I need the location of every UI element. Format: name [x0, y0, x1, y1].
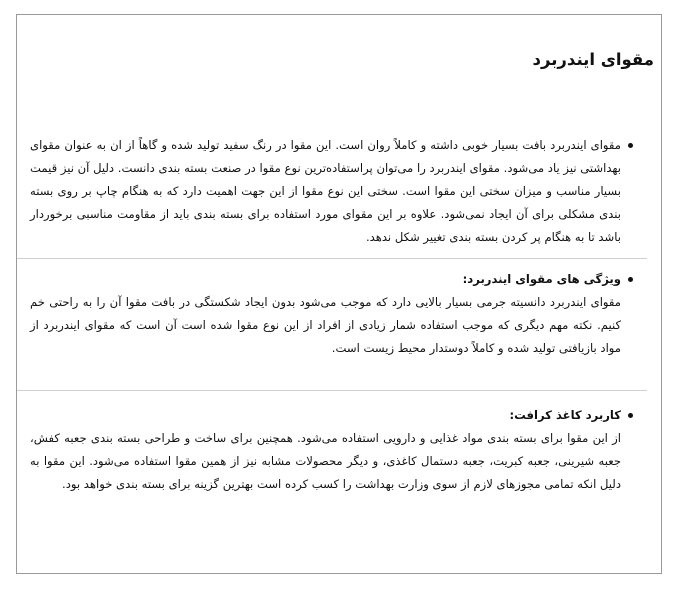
section-usage	[30, 404, 633, 496]
section-features-body: مقوای ایندربرد دانسیته جرمی بسیار بالایی دارد که موجب می‌شود بدون ایجاد شکستگی در بافت مقوا آن را به راحتی خم کنیم. نکته مهم دیگری که موجب استفاده شمار زیادی از افراد از این نوع مقوا شده است آن است که مقوای ایندربرد از مواد بازیافتی تولید شده و کاملاً دوستدار محیط زیست است.	[30, 295, 621, 355]
section-intro-body	[30, 134, 633, 249]
section-features	[30, 268, 633, 360]
section-divider	[17, 258, 647, 259]
section-intro	[30, 134, 633, 249]
section-usage-heading	[30, 404, 633, 427]
bullet-icon	[628, 277, 633, 282]
section-features-heading	[30, 268, 633, 291]
section-features-heading-text: ویژگی های مقوای ایندربرد:	[462, 272, 621, 286]
page-title: مقوای ایندربرد	[532, 50, 654, 69]
section-divider	[17, 390, 647, 391]
bullet-icon	[628, 143, 633, 148]
bullet-icon	[628, 413, 633, 418]
section-usage-heading-text: کاربرد کاغذ کرافت:	[509, 408, 621, 422]
section-intro-text: مقوای ایندربرد بافت بسیار خوبی داشته و کاملاً روان است. این مقوا در رنگ سفید تولید شده و گاهاً از ان به عنوان مقوای بهداشتی نیز یاد می‌شود. مقوای ایندربرد را می‌توان پراستفاده‌ترین نوع مقوا در صنعت بسته بندی دانست. دلیل آن نیز قیمت بسیار مناسب و میزان سختی این مقوا است. سختی این نوع مقوا از این جهت اهمیت دارد که به هنگام چاپ بر روی بسته بندی مشکلی برای آن ایجاد نمی‌شود. علاوه بر این مقوای مورد استفاده برای بسته بندی باید از مقاومت مناسبی برخوردار باشد تا به هنگام پر کردن بسته بندی تغییر شکل ندهد.	[30, 138, 621, 244]
section-usage-body: از این مقوا برای بسته بندی مواد غذایی و دارویی استفاده می‌شود. همچنین برای ساخت و طراحی بسته بندی جعبه کفش، جعبه شیرینی، جعبه کبریت، جعبه دستمال کاغذی، و دیگر محصولات مشابه نیز از همین مقوا استفاده می‌شود. این مقوا به دلیل انکه تمامی مجوزهای لازم از سوی وزارت بهداشت را کسب کرده است بهترین گزینه برای بسته بندی خواهد بود.	[30, 431, 621, 491]
